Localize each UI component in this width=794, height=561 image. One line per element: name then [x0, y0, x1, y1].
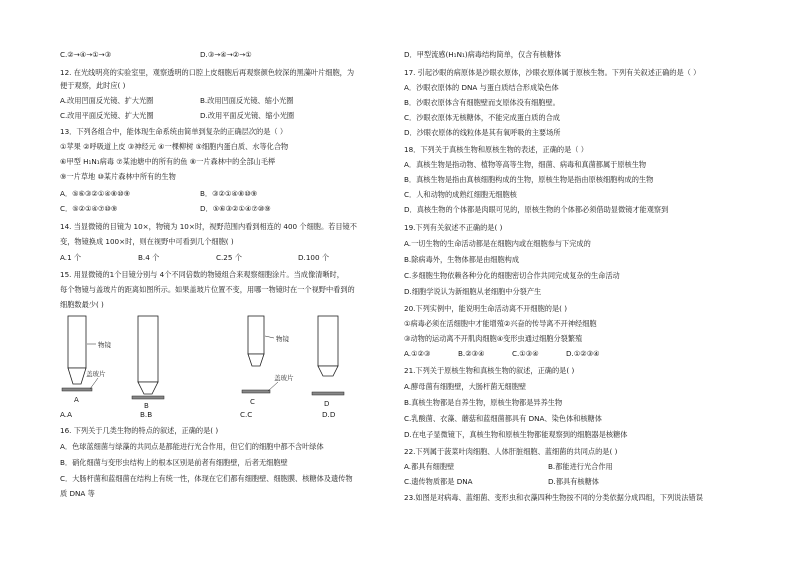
q14-option-d: D.100 个	[298, 253, 330, 262]
q17-option-c: C．沙眼衣原体无核糖体，不能完成蛋白质的合成	[404, 113, 560, 122]
q13-option-c: C．⑤②①④⑦⑩⑨	[60, 204, 118, 213]
q14-stem-line2: 变，物镜换成 100×时，则在视野中可看到几个细胞( )	[60, 237, 234, 246]
q19-option-a: A.一切生物的生命活动都是在细胞内或在细胞参与下完成的	[404, 239, 591, 248]
q12-option-c: C.改用平面反光镜、扩大光圈	[60, 111, 154, 120]
q20-option-c: C.①③④	[512, 349, 539, 358]
q11-option-d: D.③→④→②→①	[200, 50, 252, 59]
q19-stem: 19.下列有关叙述不正确的是( )	[404, 223, 503, 232]
q15-figure-b	[132, 316, 164, 408]
q15-objective-label-a: 物镜	[98, 341, 111, 349]
q21-option-b: B.真核生物都是自养生物，原核生物都是异养生物	[404, 398, 563, 407]
q13-stem: 13．下列各组合中，能体现生命系统由简单到复杂的正确层次的是（ ）	[60, 127, 288, 136]
q19-option-b: B.除病毒外，生物体都是由细胞构成	[404, 255, 520, 264]
q15-objective-figure	[60, 314, 360, 408]
q15-figure-a	[62, 316, 112, 404]
q21-stem: 21.下列关于原核生物和真核生物的叙述，正确的是( )	[404, 366, 575, 375]
q18-option-d: D．真核生物的个体都是肉眼可见的，原核生物的个体都必须借助显微镜才能观察到	[404, 205, 669, 214]
q15-letter-a: A	[74, 396, 79, 404]
q22-option-c: C.遗传物质都是 DNA	[404, 477, 473, 486]
q20-option-b: B.②③④	[458, 349, 485, 358]
q15-option-a: A.A	[60, 410, 72, 419]
q20-stem: 20.下列实例中，能说明生命活动离不开细胞的是( )	[404, 304, 568, 313]
q22-option-d: D.都具有核糖体	[548, 477, 599, 486]
q18-option-a: A．真核生物是指动物、植物等高等生物，细菌、病毒和真菌都属于原核生物	[404, 160, 647, 169]
q12-option-d: D.改用平面反光镜、缩小光圈	[200, 111, 295, 120]
q12-stem-line1: 12. 在光线明亮的实验室里，观察透明的口腔上皮细胞后再观察颜色较深的黑藻叶片细胞，为	[60, 68, 355, 77]
q15-stem-line3: 细胞数最少( )	[60, 300, 104, 309]
q15-stem-line2: 每个物镜与盖玻片的距离如图所示。如果盖玻片位置不变，用哪一物镜时在一个视野中看到的	[60, 285, 355, 294]
q13-option-b: B．③②①④⑧⑩⑨	[200, 189, 258, 198]
q19-option-c: C.多细胞生物依赖各种分化的细胞密切合作共同完成复杂的生命活动	[404, 271, 620, 280]
q18-option-b: B．真核生物是指由真核细胞构成的生物，原核生物是指由原核细胞构成的生物	[404, 175, 654, 184]
q16-option-c-line1: C．大肠杆菌和蓝细菌在结构上有统一性，体现在它们都有细胞壁、细胞膜、核糖体及遗传物	[60, 474, 353, 483]
q12-option-b: B.改用凹面反光镜、缩小光圈	[200, 96, 294, 105]
q17-option-b: B．沙眼衣原体含有细胞壁而支原体没有细胞壁。	[404, 98, 560, 107]
q18-stem: 18．下列关于真核生物和原核生物的表述，正确的是（ ）	[404, 145, 588, 154]
q16-option-d: D．甲型流感(H₁N₁)病毒结构简单，仅含有核糖体	[404, 50, 562, 59]
q16-option-c-line2: 质 DNA 等	[60, 489, 95, 498]
q15-letter-b: B	[144, 402, 149, 408]
q16-option-a: A．色球蓝细菌与绿藻的共同点是都能进行光合作用，但它们的细胞中都不含叶绿体	[60, 442, 324, 451]
q15-letter-d: D	[324, 400, 330, 408]
q15-option-c: C.C	[240, 410, 253, 419]
q21-option-d: D.在电子显微镜下，真核生物和原核生物都能观察到的细胞器是核糖体	[404, 430, 628, 439]
q16-stem: 16. 下列关于几类生物的特点的叙述，正确的是( )	[60, 426, 219, 435]
q20-items-line1: ①病毒必须在活细胞中才能增殖②兴奋的传导离不开神经细胞	[404, 319, 597, 328]
q15-figure-c	[242, 316, 294, 406]
q14-option-a: A.1 个	[60, 253, 82, 262]
q17-option-a: A．沙眼衣原体的 DNA 与蛋白质结合形成染色体	[404, 83, 559, 92]
q22-option-a: A.都具有细胞壁	[404, 462, 455, 471]
q12-stem-line2: 便于观察，此时应( )	[60, 81, 126, 90]
q14-stem-line1: 14. 当显微镜的目镜为 10×，物镜为 10×时，视野范围内看到相连的 400 个细胞。若目镜不	[60, 222, 357, 231]
q11-option-c: C.②→④→①→③	[60, 50, 112, 59]
q13-option-a: A．⑤⑥③②①④⑧⑩⑨	[60, 189, 131, 198]
q16-option-b: B．硝化细菌与变形虫结构上的根本区别是前者有细胞壁，后者无细胞壁	[60, 458, 288, 467]
q20-items-line2: ③动物的运动离不开肌肉细胞④变形虫通过细胞分裂繁殖	[404, 334, 583, 343]
q15-option-b: B.B	[140, 410, 153, 419]
q13-items-line2: ⑥甲型 H₁N₁病毒 ⑦某池塘中的所有的鱼 ⑧一片森林中的全部山毛榉	[60, 157, 276, 166]
q20-option-d: D.①②③④	[566, 349, 600, 358]
q15-coverslip-label-a: 盖玻片	[86, 370, 106, 378]
q14-option-b: B.4 个	[138, 253, 160, 262]
q19-option-d: D.细胞学说认为新细胞从老细胞中分裂产生	[404, 287, 542, 296]
q21-option-a: A.酵母菌有细胞壁，大肠杆菌无细胞壁	[404, 382, 527, 391]
q22-stem: 22.下列属于菠菜叶肉细胞、人体肝脏细胞、蓝细菌的共同点的是( )	[404, 447, 618, 456]
q15-coverslip-label-c: 盖玻片	[274, 374, 294, 382]
q15-objective-label-c: 物镜	[276, 335, 289, 343]
q14-option-c: C.25 个	[216, 253, 242, 262]
q13-items-line1: ①苹果 ②呼吸道上皮 ③神经元 ④一棵柳树 ⑤细胞内蛋白质、水等化合物	[60, 142, 289, 151]
q12-option-a: A.改用凹面反光镜、扩大光圈	[60, 96, 154, 105]
q15-figure-d	[312, 316, 344, 408]
q23-stem: 23.如图是对病毒、蓝细菌、变形虫和衣藻四种生物按不同的分类依据分成四组，下列说法错误	[404, 493, 703, 502]
q17-option-d: D．沙眼衣原体的线粒体是其有氧呼吸的主要场所	[404, 128, 561, 137]
q21-option-c: C.乳酸菌、衣藻、蘑菇和蓝细菌都具有 DNA、染色体和核糖体	[404, 414, 602, 423]
q20-option-a: A.①②③	[404, 349, 431, 358]
q17-stem: 17. 引起沙眼的病原体是沙眼衣原体，沙眼衣原体属于原核生物。下列有关叙述正确的是（ ）	[404, 68, 701, 77]
q13-items-line3: ⑨一片草地 ⑩某片森林中所有的生物	[60, 172, 176, 181]
q13-option-d: D．⑤⑥③②①④⑦⑩⑨	[200, 204, 271, 213]
q15-letter-c: C	[250, 398, 255, 406]
q15-stem-line1: 15. 用显微镜的1个目镜分别与 4个不同倍数的物镜组合来观察细胞涂片。当成像清晰时，	[60, 270, 344, 279]
q18-option-c: C．人和动物的成熟红细胞无细胞核	[404, 190, 517, 199]
q15-option-d: D.D	[322, 410, 336, 419]
q22-option-b: B.都能进行光合作用	[548, 462, 613, 471]
